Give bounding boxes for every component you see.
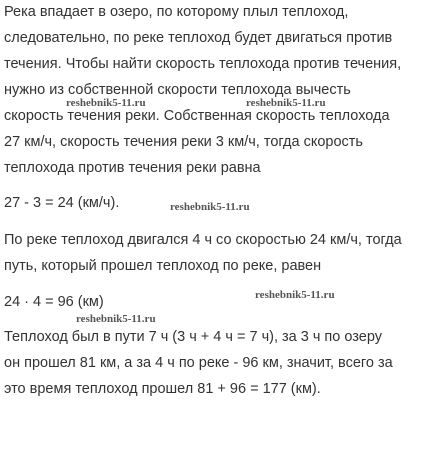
formula-river-distance: 24 · 4 = 96 (км) xyxy=(4,294,104,310)
text-line: Река впадает в озеро, по которому плыл теплоход, xyxy=(4,4,349,20)
watermark: reshebnik5-11.ru xyxy=(170,201,250,213)
watermark: reshebnik5-11.ru xyxy=(66,97,146,109)
watermark: reshebnik5-11.ru xyxy=(255,289,335,301)
text-line: он прошел 81 км, а за 4 ч по реке - 96 км, значит, всего за xyxy=(4,355,393,371)
text-line: теплохода против течения реки равна xyxy=(4,160,261,176)
text-line: По реке теплоход двигался 4 ч со скоростью 24 км/ч, тогда xyxy=(4,232,402,248)
formula-speed-upstream: 27 - 3 = 24 (км/ч). xyxy=(4,195,120,211)
text-line: следовательно, по реке теплоход будет двигаться против xyxy=(4,30,393,46)
text-line: Теплоход был в пути 7 ч (3 ч + 4 ч = 7 ч), за 3 ч по озеру xyxy=(4,329,382,345)
text-line: нужно из собственной скорости теплохода вычесть xyxy=(4,82,351,98)
watermark: reshebnik5-11.ru xyxy=(76,313,156,325)
text-line: это время теплоход прошел 81 + 96 = 177 (км). xyxy=(4,381,321,397)
text-line: 27 км/ч, скорость течения реки 3 км/ч, тогда скорость xyxy=(4,134,363,150)
watermark: reshebnik5-11.ru xyxy=(246,97,326,109)
text-line: путь, который прошел теплоход по реке, равен xyxy=(4,258,322,274)
text-line: течения. Чтобы найти скорость теплохода против течения, xyxy=(4,56,402,72)
text-line: скорость течения реки. Собственная скорость теплохода xyxy=(4,108,390,124)
